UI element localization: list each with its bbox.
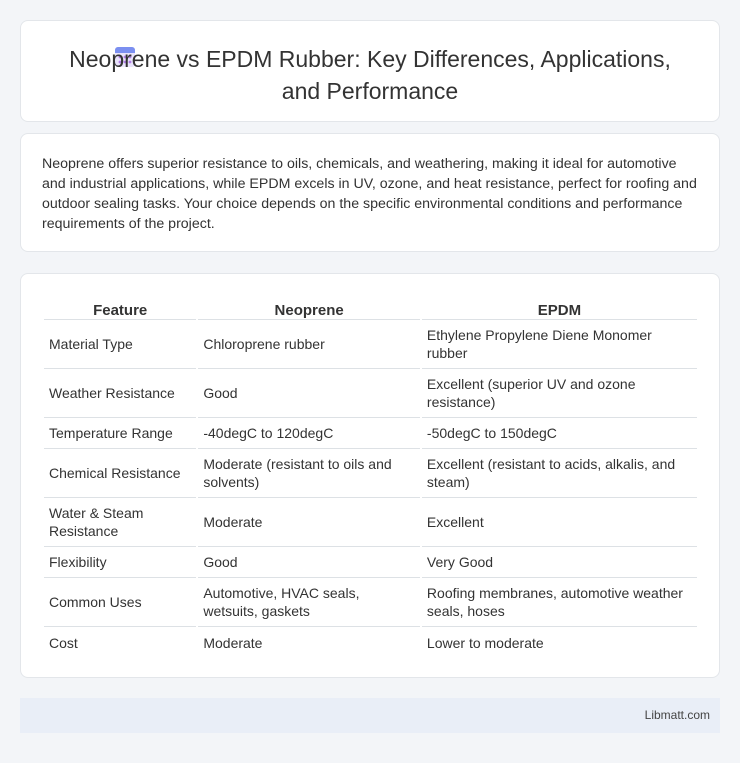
column-header-epdm: EPDM — [422, 294, 697, 320]
neoprene-cell: Chloroprene rubber — [198, 320, 420, 369]
feature-cell: Temperature Range — [44, 418, 196, 449]
epdm-cell: Roofing membranes, automotive weather seals, hoses — [422, 578, 697, 627]
neoprene-cell: Automotive, HVAC seals, wetsuits, gaskets — [198, 578, 420, 627]
table-row — [44, 547, 697, 578]
table-row — [44, 627, 697, 658]
feature-cell: Material Type — [44, 320, 196, 369]
epdm-cell: -50degC to 150degC — [422, 418, 697, 449]
footer — [20, 698, 720, 733]
neoprene-cell: Moderate — [203, 634, 263, 651]
epdm-cell: Excellent — [422, 498, 697, 547]
page-title: Neoprene vs EPDM Rubber: Key Differences, Applications, and Performance — [69, 46, 671, 104]
feature-cell: Common Uses — [44, 578, 196, 627]
table-row — [44, 578, 697, 627]
epdm-cell: Lower to moderate — [426, 634, 544, 651]
title-card — [20, 20, 720, 122]
table-row — [44, 320, 697, 369]
table-row — [44, 418, 697, 449]
epdm-cell: Excellent (resistant to acids, alkalis, and steam) — [422, 449, 697, 498]
feature-cell: Cost — [49, 634, 78, 651]
summary-text: Neoprene offers superior resistance to oils, chemicals, and weathering, making it ideal for automotive and industrial applications, while EPDM excels in UV, ozone, and heat resistance, perfect for roofing and outdoor sealing tasks. Your choice depends on the specific environmental conditions and performance requirements of the project. — [42, 156, 697, 232]
column-header-feature: Feature — [44, 294, 196, 320]
neoprene-cell: Moderate — [198, 498, 420, 547]
feature-cell: Water & Steam Resistance — [44, 498, 196, 547]
neoprene-cell: -40degC to 120degC — [198, 418, 420, 449]
epdm-cell: Excellent (superior UV and ozone resistance) — [422, 369, 697, 418]
neoprene-cell: Moderate (resistant to oils and solvents) — [198, 449, 420, 498]
feature-cell: Flexibility — [44, 547, 196, 578]
footer-site-link[interactable]: Libmatt.com — [644, 708, 710, 722]
epdm-cell: Ethylene Propylene Diene Monomer rubber — [422, 320, 697, 369]
feature-cell: Weather Resistance — [44, 369, 196, 418]
neoprene-cell: Good — [198, 369, 420, 418]
neoprene-cell: Good — [198, 547, 420, 578]
table-row — [44, 498, 697, 547]
table-row — [44, 369, 697, 418]
table-header-row — [44, 294, 697, 320]
epdm-cell: Very Good — [422, 547, 697, 578]
summary-card — [20, 133, 720, 252]
comparison-table — [42, 294, 699, 658]
comparison-table-card — [20, 273, 720, 678]
column-header-neoprene: Neoprene — [198, 294, 420, 320]
table-row — [44, 449, 697, 498]
feature-cell: Chemical Resistance — [44, 449, 196, 498]
